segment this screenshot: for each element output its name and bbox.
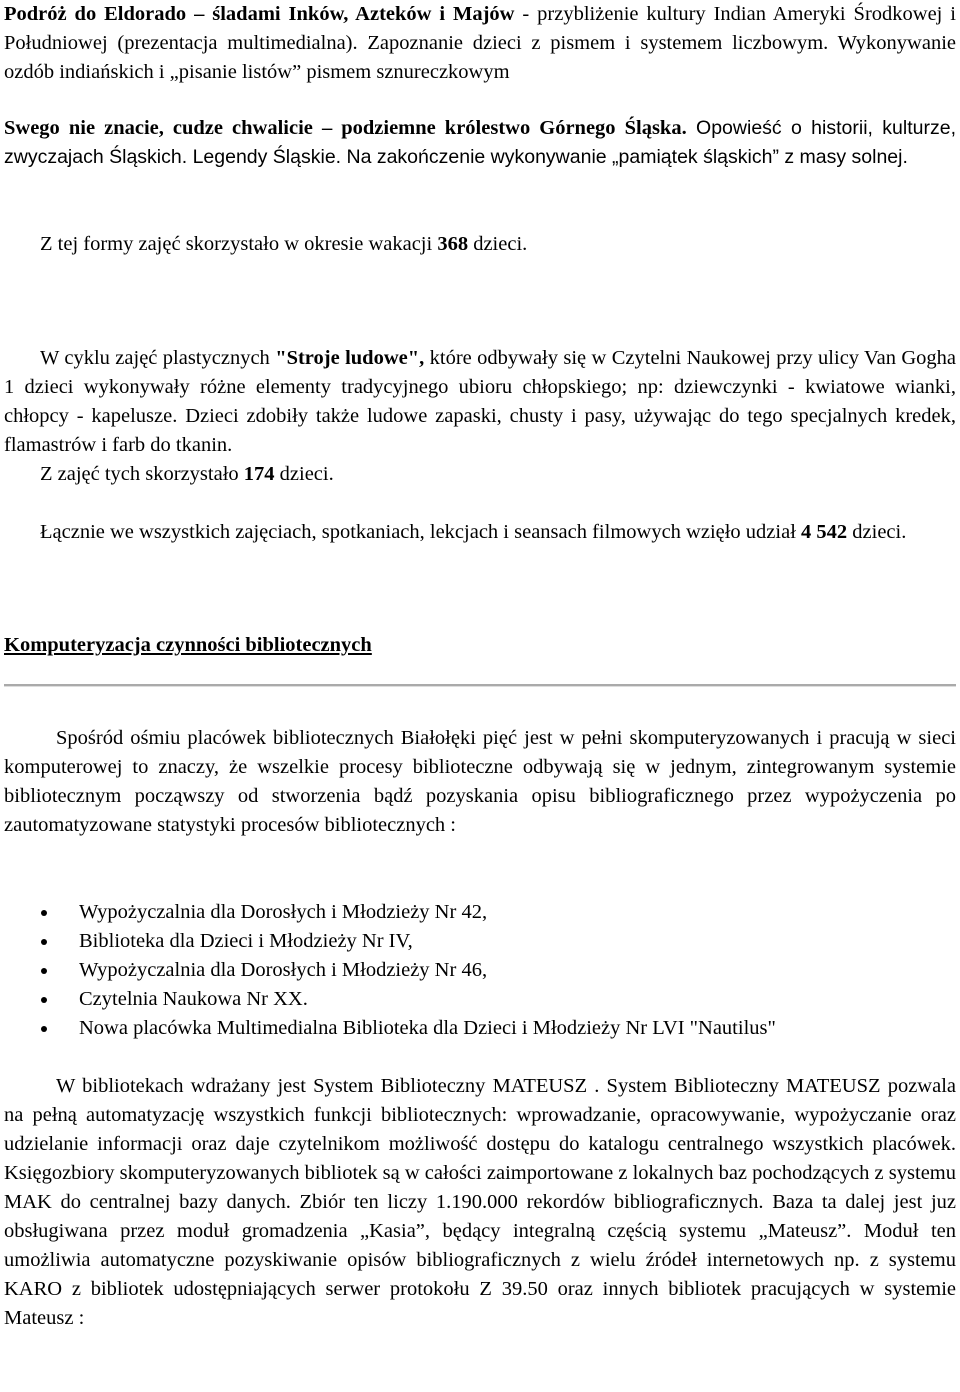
section-heading: Komputeryzacja czynności bibliotecznych bbox=[4, 634, 372, 656]
computerization-intro-text: Spośród ośmiu placówek bibliotecznych Białołęki pięć jest w pełni skomputeryzowanych i pracują w sieci komputerowej to znaczy, że wszelkie procesy biblioteczne odbywają się w jednym, zintegrowanym systemie bibliotecznym począwszy od stworzenia bądź pozyskania opisu bibliograficznego przez wypożyczenia po zautomatyzowane statystyki procesów bibliotecznych : bbox=[4, 727, 956, 836]
bullet-icon bbox=[41, 939, 47, 945]
total-participation-prefix: Łącznie we wszystkich zajęciach, spotkaniach, lekcjach i seansach filmowych wzięło udział bbox=[40, 521, 802, 543]
folk-costumes-summary-prefix: Z zajęć tych skorzystało bbox=[40, 463, 244, 485]
eldorado-title: Podróż do Eldorado – śladami Inków, Azteków i Majów bbox=[4, 3, 515, 25]
mateusz-paragraph-text: W bibliotekach wdrażany jest System Biblioteczny MATEUSZ . System Biblioteczny MATEUSZ pozwala na pełną automatyzację wszystkich funkcji bibliotecznych: wprowadzanie, opracowywanie, wypożyczanie oraz udzielanie informacji oraz daje czytelnikom możliwość dostępu do katalogu centralnego wszystkich placówek. Księgozbiory skomputeryzowanych bibliotek są w całości zaimportowane z lokalnych baz pochodzących z systemu MAK do centralnej bazy danych. Zbiór ten liczy 1.190.000 rekordów bibliograficznych. Baza ta dalej jest juz obsługiwana przez moduł gromadzenia „Kasia”, będący integralną częścią systemu „Mateusz”. Moduł ten umożliwia automatyczne pozyskiwanie opisów bibliograficznych z wielu źródeł internetowych np. z systemu KARO z bibliotek udostępniających serwer protokołu Z 39.50 oraz innych bibliotek pracujących w systemie Mateusz : bbox=[4, 1075, 956, 1329]
bullet-icon bbox=[41, 997, 47, 1003]
eldorado-description: - przybliżenie kultury Indian Ameryki Środkowej i Południowej (prezentacja multimedialna). Zapoznanie dzieci z pismem i systemem liczbowym. Wykonywanie ozdób indiańskich i „pisanie listów” pismem sznureczkowym bbox=[4, 3, 956, 83]
list-item-label: Biblioteka dla Dzieci i Młodzieży Nr IV, bbox=[79, 930, 413, 952]
list-item bbox=[4, 985, 956, 1014]
folk-costumes-summary-suffix: dzieci. bbox=[274, 463, 334, 485]
list-item bbox=[4, 1014, 956, 1043]
silesia-paragraph bbox=[4, 114, 956, 172]
total-participation-suffix: dzieci. bbox=[847, 521, 907, 543]
bullet-icon bbox=[41, 1026, 47, 1032]
list-item-label: Wypożyczalnia dla Dorosłych i Młodzieży Nr 42, bbox=[79, 901, 488, 923]
library-list bbox=[4, 898, 956, 1043]
folk-costumes-summary bbox=[4, 460, 956, 489]
folk-costumes-paragraph bbox=[4, 344, 956, 460]
silesia-description: Opowieść o historii, kulturze, zwyczajach Śląskich. Legendy Śląskie. Na zakończenie wykonywanie „pamiątek śląskich” z masy solnej. bbox=[4, 117, 956, 168]
summer-summary-count: 368 bbox=[437, 233, 469, 255]
summer-summary-suffix: dzieci. bbox=[468, 233, 528, 255]
computerization-intro bbox=[4, 724, 956, 840]
folk-costumes-summary-count: 174 bbox=[243, 463, 275, 485]
summer-summary bbox=[4, 230, 956, 259]
bullet-icon bbox=[41, 968, 47, 974]
folk-costumes-description: które odbywały się w Czytelni Naukowej przy ulicy Van Gogha 1 dzieci wykonywały różne elementy tradycyjnego ubioru chłopskiego; np: dziewczynki - kwiatowe wianki, chłopcy - kapelusze. Dzieci zdobiły także ludowe zapaski, chusty i pasy, używając do tego specjalnych kredek, flamastrów i farb do tkanin. bbox=[4, 347, 956, 456]
list-item bbox=[4, 927, 956, 956]
total-participation-count: 4 542 bbox=[801, 521, 848, 543]
list-item-label: Nowa placówka Multimedialna Biblioteka dla Dzieci i Młodzieży Nr LVI "Nautilus" bbox=[79, 1017, 776, 1039]
list-item-label: Czytelnia Naukowa Nr XX. bbox=[79, 988, 308, 1010]
folk-costumes-title: "Stroje ludowe", bbox=[275, 347, 425, 369]
total-participation-paragraph bbox=[4, 518, 956, 547]
eldorado-paragraph bbox=[4, 0, 956, 87]
silesia-title: Swego nie znacie, cudze chwalicie – podziemne królestwo Górnego Śląska. bbox=[4, 117, 687, 139]
section-divider bbox=[4, 684, 956, 687]
list-item bbox=[4, 956, 956, 985]
summer-summary-prefix: Z tej formy zajęć skorzystało w okresie wakacji bbox=[40, 233, 438, 255]
mateusz-paragraph bbox=[4, 1072, 956, 1333]
list-item bbox=[4, 898, 956, 927]
bullet-icon bbox=[41, 910, 47, 916]
list-item-label: Wypożyczalnia dla Dorosłych i Młodzieży Nr 46, bbox=[79, 959, 488, 981]
folk-costumes-prefix: W cyklu zajęć plastycznych bbox=[40, 347, 276, 369]
